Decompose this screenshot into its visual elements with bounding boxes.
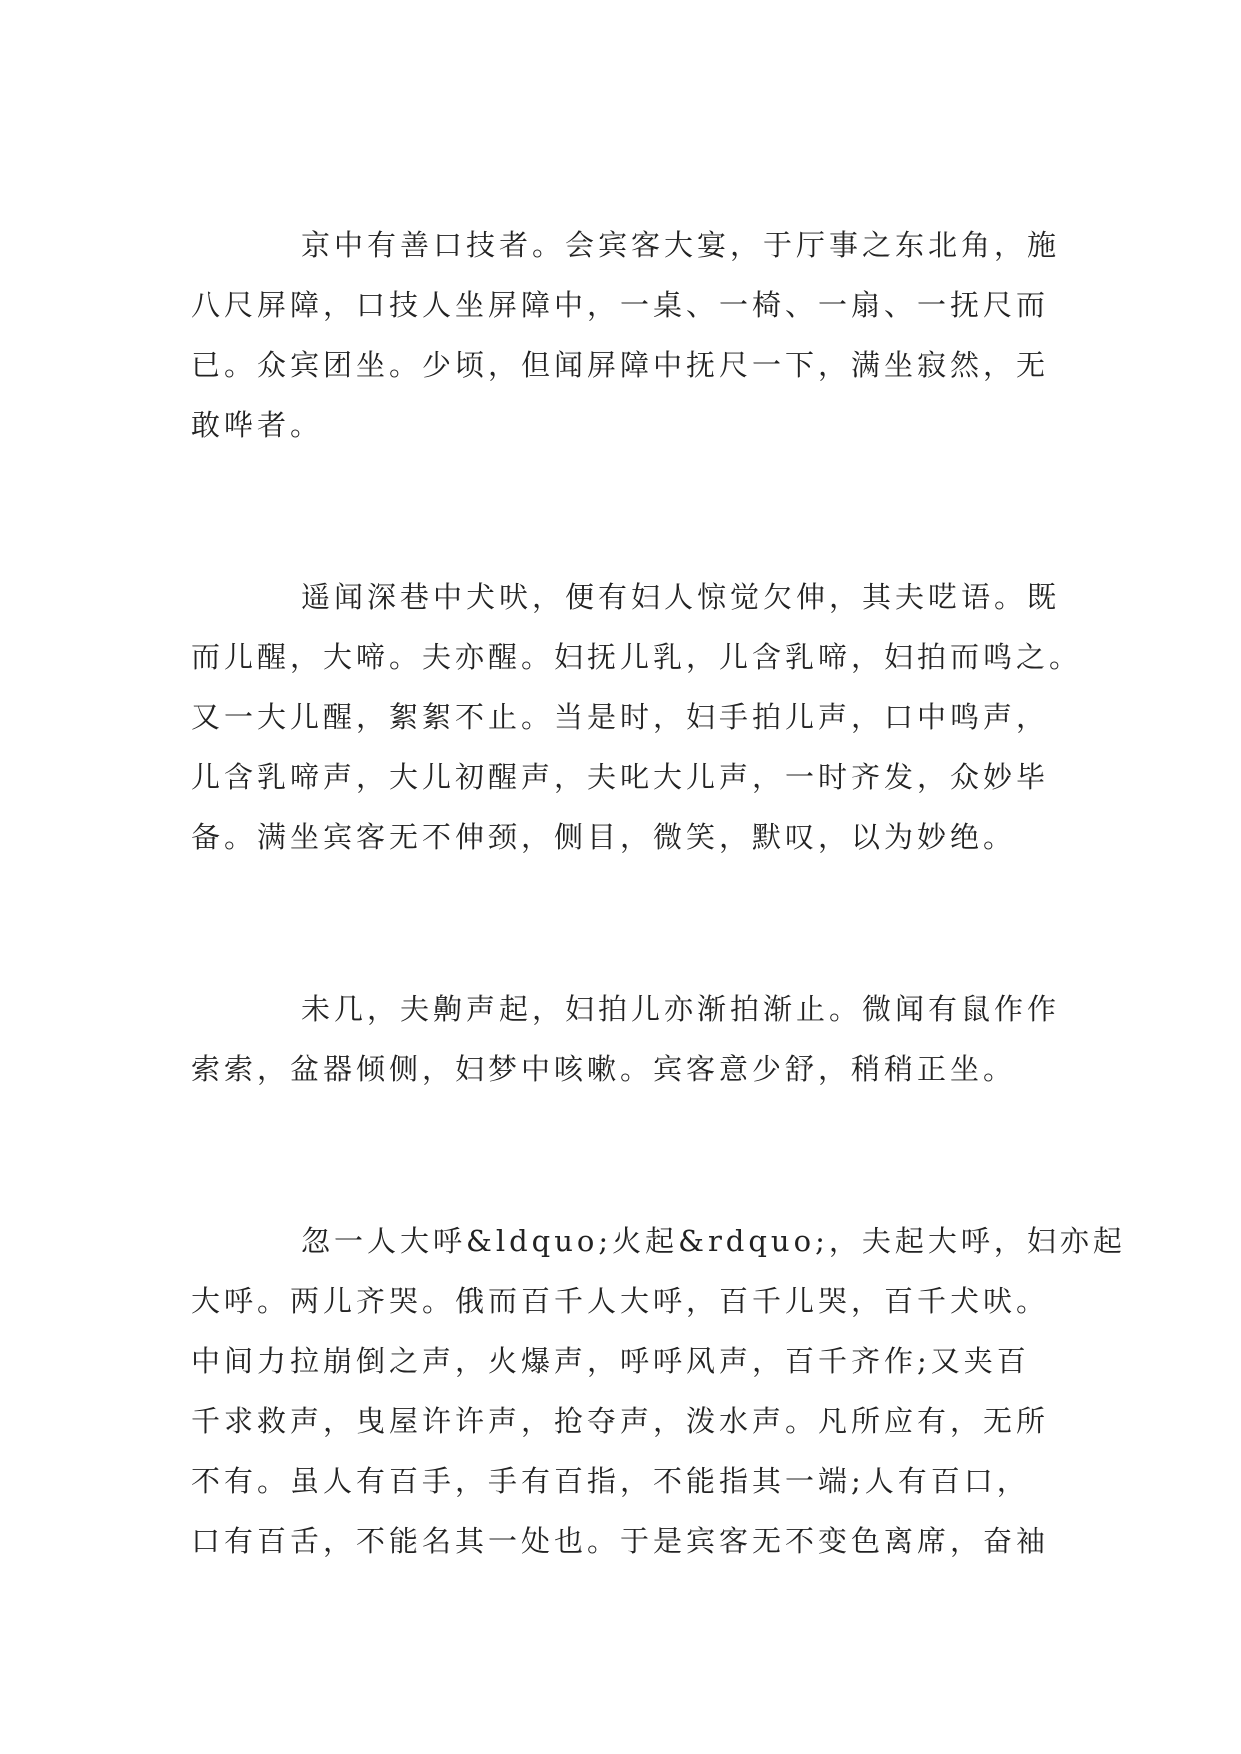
text-line: 京中有善口技者。会宾客大宴，于厅事之东北角，施 <box>301 228 1061 262</box>
paragraph-2 <box>191 567 1241 867</box>
text-line: 索索，盆器倾侧，妇梦中咳嗽。宾客意少舒，稍稍正坐。 <box>191 1052 1017 1086</box>
text-line: 忽一人大呼&ldquo;火起&rdquo;，夫起大呼，妇亦起 <box>301 1224 1126 1258</box>
text-line: 口有百舌，不能名其一处也。于是宾客无不变色离席，奋袖 <box>191 1524 1050 1558</box>
paragraph-4 <box>191 1211 1241 1571</box>
text-line: 儿含乳啼声，大儿初醒声，夫叱大儿声，一时齐发，众妙毕 <box>191 760 1050 794</box>
text-line: 备。满坐宾客无不伸颈，侧目，微笑，默叹，以为妙绝。 <box>191 820 1017 854</box>
paragraph-1 <box>191 215 1241 455</box>
text-line: 中间力拉崩倒之声，火爆声，呼呼风声，百千齐作;又夹百 <box>191 1344 1030 1378</box>
text-line: 敢哗者。 <box>191 408 324 442</box>
text-line: 已。众宾团坐。少顷，但闻屏障中抚尺一下，满坐寂然，无 <box>191 348 1050 382</box>
paragraph-3 <box>191 979 1241 1099</box>
text-line: 又一大儿醒，絮絮不止。当是时，妇手拍儿声，口中鸣声， <box>191 700 1050 734</box>
text-line: 遥闻深巷中犬吠，便有妇人惊觉欠伸，其夫呓语。既 <box>301 580 1061 614</box>
text-line: 八尺屏障，口技人坐屏障中，一桌、一椅、一扇、一抚尺而 <box>191 288 1050 322</box>
text-line: 不有。虽人有百手，手有百指，不能指其一端;人有百口， <box>191 1464 1030 1498</box>
text-line: 大呼。两儿齐哭。俄而百千人大呼，百千儿哭，百千犬吠。 <box>191 1284 1050 1318</box>
text-line: 未几，夫齁声起，妇拍儿亦渐拍渐止。微闻有鼠作作 <box>301 992 1061 1026</box>
text-line: 而儿醒，大啼。夫亦醒。妇抚儿乳，儿含乳啼，妇拍而鸣之。 <box>191 640 1083 674</box>
text-line: 千求救声，曳屋许许声，抢夺声，泼水声。凡所应有，无所 <box>191 1404 1050 1438</box>
